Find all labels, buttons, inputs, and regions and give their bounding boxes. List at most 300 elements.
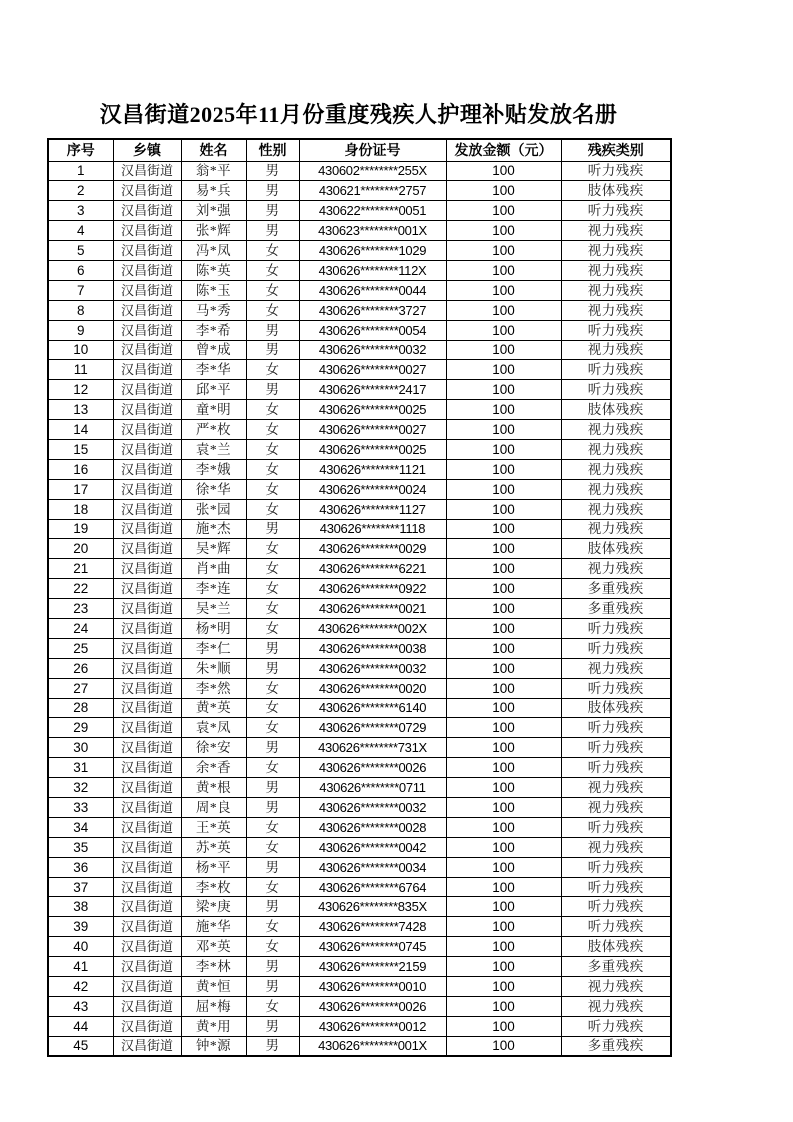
cell-township: 汉昌街道 bbox=[113, 698, 181, 718]
cell-amount: 100 bbox=[446, 161, 561, 181]
cell-disability-type: 视力残疾 bbox=[561, 778, 671, 798]
cell-township: 汉昌街道 bbox=[113, 618, 181, 638]
cell-name: 李*连 bbox=[181, 579, 246, 599]
cell-gender: 男 bbox=[246, 778, 299, 798]
cell-index: 28 bbox=[48, 698, 113, 718]
cell-township: 汉昌街道 bbox=[113, 599, 181, 619]
cell-name: 袁*凤 bbox=[181, 718, 246, 738]
cell-gender: 女 bbox=[246, 817, 299, 837]
cell-id-number: 430626********0054 bbox=[299, 320, 446, 340]
table-row bbox=[48, 718, 671, 738]
cell-amount: 100 bbox=[446, 519, 561, 539]
cell-disability-type: 视力残疾 bbox=[561, 241, 671, 261]
cell-name: 杨*平 bbox=[181, 857, 246, 877]
cell-amount: 100 bbox=[446, 718, 561, 738]
cell-amount: 100 bbox=[446, 599, 561, 619]
cell-disability-type: 视力残疾 bbox=[561, 479, 671, 499]
cell-amount: 100 bbox=[446, 877, 561, 897]
cell-index: 16 bbox=[48, 459, 113, 479]
cell-disability-type: 肢体残疾 bbox=[561, 181, 671, 201]
cell-gender: 女 bbox=[246, 937, 299, 957]
cell-id-number: 430626********002X bbox=[299, 618, 446, 638]
cell-index: 21 bbox=[48, 559, 113, 579]
cell-amount: 100 bbox=[446, 857, 561, 877]
table-row bbox=[48, 459, 671, 479]
table-row bbox=[48, 499, 671, 519]
table-row bbox=[48, 539, 671, 559]
cell-name: 苏*英 bbox=[181, 837, 246, 857]
cell-disability-type: 听力残疾 bbox=[561, 877, 671, 897]
cell-index: 12 bbox=[48, 380, 113, 400]
table-row bbox=[48, 360, 671, 380]
cell-disability-type: 听力残疾 bbox=[561, 817, 671, 837]
cell-amount: 100 bbox=[446, 738, 561, 758]
cell-gender: 男 bbox=[246, 1016, 299, 1036]
cell-disability-type: 听力残疾 bbox=[561, 360, 671, 380]
cell-disability-type: 肢体残疾 bbox=[561, 698, 671, 718]
cell-township: 汉昌街道 bbox=[113, 161, 181, 181]
cell-gender: 女 bbox=[246, 459, 299, 479]
cell-amount: 100 bbox=[446, 280, 561, 300]
cell-gender: 女 bbox=[246, 996, 299, 1016]
cell-amount: 100 bbox=[446, 996, 561, 1016]
column-header-disability-type: 残疾类别 bbox=[561, 139, 671, 161]
cell-id-number: 430626********0745 bbox=[299, 937, 446, 957]
cell-name: 李*然 bbox=[181, 678, 246, 698]
cell-disability-type: 视力残疾 bbox=[561, 459, 671, 479]
cell-index: 43 bbox=[48, 996, 113, 1016]
cell-gender: 女 bbox=[246, 758, 299, 778]
cell-amount: 100 bbox=[446, 260, 561, 280]
cell-township: 汉昌街道 bbox=[113, 857, 181, 877]
table-row bbox=[48, 559, 671, 579]
cell-amount: 100 bbox=[446, 658, 561, 678]
cell-township: 汉昌街道 bbox=[113, 380, 181, 400]
cell-township: 汉昌街道 bbox=[113, 638, 181, 658]
cell-gender: 男 bbox=[246, 181, 299, 201]
cell-name: 施*杰 bbox=[181, 519, 246, 539]
cell-amount: 100 bbox=[446, 320, 561, 340]
cell-name: 翁*平 bbox=[181, 161, 246, 181]
cell-township: 汉昌街道 bbox=[113, 539, 181, 559]
cell-name: 李*枚 bbox=[181, 877, 246, 897]
cell-amount: 100 bbox=[446, 618, 561, 638]
cell-amount: 100 bbox=[446, 957, 561, 977]
table-row bbox=[48, 937, 671, 957]
cell-id-number: 430626********0024 bbox=[299, 479, 446, 499]
cell-disability-type: 听力残疾 bbox=[561, 380, 671, 400]
cell-amount: 100 bbox=[446, 1036, 561, 1056]
cell-id-number: 430626********6764 bbox=[299, 877, 446, 897]
table-row bbox=[48, 658, 671, 678]
cell-name: 易*兵 bbox=[181, 181, 246, 201]
cell-disability-type: 听力残疾 bbox=[561, 678, 671, 698]
cell-name: 袁*兰 bbox=[181, 439, 246, 459]
cell-index: 38 bbox=[48, 897, 113, 917]
cell-gender: 女 bbox=[246, 260, 299, 280]
cell-gender: 女 bbox=[246, 539, 299, 559]
table-row bbox=[48, 439, 671, 459]
cell-name: 肖*曲 bbox=[181, 559, 246, 579]
cell-disability-type: 听力残疾 bbox=[561, 758, 671, 778]
cell-index: 40 bbox=[48, 937, 113, 957]
cell-township: 汉昌街道 bbox=[113, 519, 181, 539]
cell-amount: 100 bbox=[446, 977, 561, 997]
table-row bbox=[48, 1016, 671, 1036]
cell-disability-type: 听力残疾 bbox=[561, 738, 671, 758]
cell-amount: 100 bbox=[446, 400, 561, 420]
cell-id-number: 430626********1029 bbox=[299, 241, 446, 261]
table-row bbox=[48, 380, 671, 400]
cell-amount: 100 bbox=[446, 201, 561, 221]
cell-disability-type: 听力残疾 bbox=[561, 618, 671, 638]
cell-index: 10 bbox=[48, 340, 113, 360]
cell-name: 徐*安 bbox=[181, 738, 246, 758]
cell-disability-type: 视力残疾 bbox=[561, 499, 671, 519]
table-row bbox=[48, 280, 671, 300]
cell-township: 汉昌街道 bbox=[113, 798, 181, 818]
cell-disability-type: 视力残疾 bbox=[561, 420, 671, 440]
cell-disability-type: 视力残疾 bbox=[561, 996, 671, 1016]
table-row bbox=[48, 738, 671, 758]
cell-gender: 男 bbox=[246, 320, 299, 340]
cell-gender: 女 bbox=[246, 678, 299, 698]
cell-name: 曾*成 bbox=[181, 340, 246, 360]
cell-id-number: 430623********001X bbox=[299, 221, 446, 241]
cell-id-number: 430626********2417 bbox=[299, 380, 446, 400]
cell-index: 31 bbox=[48, 758, 113, 778]
cell-township: 汉昌街道 bbox=[113, 340, 181, 360]
cell-gender: 男 bbox=[246, 519, 299, 539]
roster-table bbox=[47, 138, 672, 1057]
cell-amount: 100 bbox=[446, 579, 561, 599]
roster-table-head bbox=[48, 139, 671, 161]
cell-township: 汉昌街道 bbox=[113, 957, 181, 977]
cell-index: 5 bbox=[48, 241, 113, 261]
table-row bbox=[48, 260, 671, 280]
cell-index: 25 bbox=[48, 638, 113, 658]
cell-gender: 女 bbox=[246, 698, 299, 718]
cell-amount: 100 bbox=[446, 798, 561, 818]
cell-index: 45 bbox=[48, 1036, 113, 1056]
cell-township: 汉昌街道 bbox=[113, 360, 181, 380]
cell-index: 42 bbox=[48, 977, 113, 997]
cell-township: 汉昌街道 bbox=[113, 579, 181, 599]
cell-disability-type: 听力残疾 bbox=[561, 917, 671, 937]
cell-id-number: 430626********1118 bbox=[299, 519, 446, 539]
table-row bbox=[48, 678, 671, 698]
cell-amount: 100 bbox=[446, 300, 561, 320]
cell-township: 汉昌街道 bbox=[113, 877, 181, 897]
cell-name: 钟*源 bbox=[181, 1036, 246, 1056]
cell-disability-type: 肢体残疾 bbox=[561, 539, 671, 559]
cell-name: 李*林 bbox=[181, 957, 246, 977]
cell-index: 39 bbox=[48, 917, 113, 937]
cell-gender: 女 bbox=[246, 499, 299, 519]
cell-township: 汉昌街道 bbox=[113, 778, 181, 798]
cell-index: 8 bbox=[48, 300, 113, 320]
cell-township: 汉昌街道 bbox=[113, 1016, 181, 1036]
cell-name: 李*娥 bbox=[181, 459, 246, 479]
cell-gender: 女 bbox=[246, 718, 299, 738]
cell-township: 汉昌街道 bbox=[113, 996, 181, 1016]
cell-township: 汉昌街道 bbox=[113, 837, 181, 857]
cell-id-number: 430626********0729 bbox=[299, 718, 446, 738]
cell-name: 严*枚 bbox=[181, 420, 246, 440]
cell-name: 黄*英 bbox=[181, 698, 246, 718]
document-title: 汉昌街道2025年11月份重度残疾人护理补贴发放名册 bbox=[99, 102, 618, 127]
table-row bbox=[48, 201, 671, 221]
cell-disability-type: 肢体残疾 bbox=[561, 400, 671, 420]
cell-township: 汉昌街道 bbox=[113, 300, 181, 320]
cell-id-number: 430622********0051 bbox=[299, 201, 446, 221]
cell-gender: 男 bbox=[246, 340, 299, 360]
cell-name: 陈*玉 bbox=[181, 280, 246, 300]
cell-township: 汉昌街道 bbox=[113, 658, 181, 678]
cell-id-number: 430626********0025 bbox=[299, 400, 446, 420]
cell-id-number: 430626********0032 bbox=[299, 340, 446, 360]
cell-disability-type: 肢体残疾 bbox=[561, 937, 671, 957]
cell-id-number: 430626********6221 bbox=[299, 559, 446, 579]
cell-township: 汉昌街道 bbox=[113, 917, 181, 937]
cell-id-number: 430626********0012 bbox=[299, 1016, 446, 1036]
cell-name: 刘*强 bbox=[181, 201, 246, 221]
cell-amount: 100 bbox=[446, 340, 561, 360]
cell-index: 23 bbox=[48, 599, 113, 619]
cell-id-number: 430626********0044 bbox=[299, 280, 446, 300]
cell-gender: 男 bbox=[246, 658, 299, 678]
cell-disability-type: 听力残疾 bbox=[561, 161, 671, 181]
table-row bbox=[48, 957, 671, 977]
cell-name: 黄*根 bbox=[181, 778, 246, 798]
table-row bbox=[48, 996, 671, 1016]
cell-name: 李*华 bbox=[181, 360, 246, 380]
cell-gender: 女 bbox=[246, 877, 299, 897]
cell-name: 屈*梅 bbox=[181, 996, 246, 1016]
cell-index: 18 bbox=[48, 499, 113, 519]
cell-township: 汉昌街道 bbox=[113, 977, 181, 997]
cell-disability-type: 视力残疾 bbox=[561, 280, 671, 300]
cell-index: 29 bbox=[48, 718, 113, 738]
cell-id-number: 430626********0042 bbox=[299, 837, 446, 857]
cell-id-number: 430626********2159 bbox=[299, 957, 446, 977]
cell-disability-type: 听力残疾 bbox=[561, 638, 671, 658]
header-row bbox=[48, 139, 671, 161]
cell-disability-type: 视力残疾 bbox=[561, 519, 671, 539]
cell-amount: 100 bbox=[446, 778, 561, 798]
column-header-gender: 性别 bbox=[246, 139, 299, 161]
cell-name: 施*华 bbox=[181, 917, 246, 937]
cell-amount: 100 bbox=[446, 539, 561, 559]
cell-index: 9 bbox=[48, 320, 113, 340]
cell-id-number: 430626********0026 bbox=[299, 758, 446, 778]
cell-id-number: 430626********001X bbox=[299, 1036, 446, 1056]
cell-township: 汉昌街道 bbox=[113, 897, 181, 917]
column-header-id-number: 身份证号 bbox=[299, 139, 446, 161]
cell-township: 汉昌街道 bbox=[113, 1036, 181, 1056]
cell-disability-type: 视力残疾 bbox=[561, 798, 671, 818]
cell-id-number: 430626********6140 bbox=[299, 698, 446, 718]
cell-amount: 100 bbox=[446, 221, 561, 241]
cell-id-number: 430626********0711 bbox=[299, 778, 446, 798]
table-row bbox=[48, 340, 671, 360]
table-row bbox=[48, 857, 671, 877]
cell-township: 汉昌街道 bbox=[113, 738, 181, 758]
cell-disability-type: 视力残疾 bbox=[561, 559, 671, 579]
cell-township: 汉昌街道 bbox=[113, 400, 181, 420]
cell-name: 李*希 bbox=[181, 320, 246, 340]
cell-index: 1 bbox=[48, 161, 113, 181]
cell-name: 王*英 bbox=[181, 817, 246, 837]
cell-amount: 100 bbox=[446, 937, 561, 957]
cell-gender: 男 bbox=[246, 161, 299, 181]
cell-name: 黄*用 bbox=[181, 1016, 246, 1036]
cell-township: 汉昌街道 bbox=[113, 758, 181, 778]
cell-index: 34 bbox=[48, 817, 113, 837]
cell-index: 19 bbox=[48, 519, 113, 539]
cell-index: 41 bbox=[48, 957, 113, 977]
table-row bbox=[48, 599, 671, 619]
cell-township: 汉昌街道 bbox=[113, 241, 181, 261]
column-header-township: 乡镇 bbox=[113, 139, 181, 161]
cell-id-number: 430626********0029 bbox=[299, 539, 446, 559]
table-row bbox=[48, 618, 671, 638]
cell-township: 汉昌街道 bbox=[113, 280, 181, 300]
cell-name: 童*明 bbox=[181, 400, 246, 420]
table-row bbox=[48, 817, 671, 837]
table-row bbox=[48, 519, 671, 539]
cell-disability-type: 多重残疾 bbox=[561, 957, 671, 977]
column-header-name: 姓名 bbox=[181, 139, 246, 161]
table-row bbox=[48, 638, 671, 658]
cell-id-number: 430626********112X bbox=[299, 260, 446, 280]
cell-id-number: 430626********0034 bbox=[299, 857, 446, 877]
cell-disability-type: 听力残疾 bbox=[561, 897, 671, 917]
cell-amount: 100 bbox=[446, 439, 561, 459]
cell-name: 张*园 bbox=[181, 499, 246, 519]
cell-gender: 女 bbox=[246, 559, 299, 579]
table-row bbox=[48, 479, 671, 499]
cell-gender: 男 bbox=[246, 957, 299, 977]
cell-township: 汉昌街道 bbox=[113, 479, 181, 499]
cell-amount: 100 bbox=[446, 678, 561, 698]
table-row bbox=[48, 320, 671, 340]
cell-gender: 女 bbox=[246, 400, 299, 420]
cell-id-number: 430626********7428 bbox=[299, 917, 446, 937]
cell-gender: 女 bbox=[246, 439, 299, 459]
cell-gender: 女 bbox=[246, 360, 299, 380]
cell-gender: 女 bbox=[246, 479, 299, 499]
cell-township: 汉昌街道 bbox=[113, 221, 181, 241]
cell-amount: 100 bbox=[446, 698, 561, 718]
cell-disability-type: 视力残疾 bbox=[561, 300, 671, 320]
column-header-amount: 发放金额（元） bbox=[446, 139, 561, 161]
cell-index: 3 bbox=[48, 201, 113, 221]
cell-name: 吴*兰 bbox=[181, 599, 246, 619]
table-row bbox=[48, 877, 671, 897]
cell-id-number: 430626********0028 bbox=[299, 817, 446, 837]
cell-amount: 100 bbox=[446, 499, 561, 519]
cell-id-number: 430626********835X bbox=[299, 897, 446, 917]
cell-gender: 女 bbox=[246, 599, 299, 619]
cell-disability-type: 听力残疾 bbox=[561, 201, 671, 221]
cell-amount: 100 bbox=[446, 559, 561, 579]
cell-amount: 100 bbox=[446, 360, 561, 380]
cell-gender: 女 bbox=[246, 420, 299, 440]
table-row bbox=[48, 698, 671, 718]
cell-id-number: 430626********731X bbox=[299, 738, 446, 758]
cell-township: 汉昌街道 bbox=[113, 201, 181, 221]
cell-index: 32 bbox=[48, 778, 113, 798]
cell-index: 24 bbox=[48, 618, 113, 638]
cell-name: 邱*平 bbox=[181, 380, 246, 400]
cell-gender: 女 bbox=[246, 300, 299, 320]
cell-disability-type: 听力残疾 bbox=[561, 718, 671, 738]
cell-index: 14 bbox=[48, 420, 113, 440]
cell-id-number: 430626********1121 bbox=[299, 459, 446, 479]
cell-id-number: 430626********0026 bbox=[299, 996, 446, 1016]
roster-table-body bbox=[48, 161, 671, 1056]
cell-gender: 女 bbox=[246, 917, 299, 937]
cell-index: 37 bbox=[48, 877, 113, 897]
cell-gender: 女 bbox=[246, 618, 299, 638]
cell-disability-type: 视力残疾 bbox=[561, 221, 671, 241]
cell-index: 33 bbox=[48, 798, 113, 818]
cell-gender: 男 bbox=[246, 638, 299, 658]
cell-name: 吴*辉 bbox=[181, 539, 246, 559]
cell-name: 杨*明 bbox=[181, 618, 246, 638]
cell-id-number: 430602********255X bbox=[299, 161, 446, 181]
cell-township: 汉昌街道 bbox=[113, 937, 181, 957]
cell-id-number: 430626********0020 bbox=[299, 678, 446, 698]
table-row bbox=[48, 778, 671, 798]
cell-name: 马*秀 bbox=[181, 300, 246, 320]
cell-disability-type: 视力残疾 bbox=[561, 658, 671, 678]
cell-index: 20 bbox=[48, 539, 113, 559]
cell-id-number: 430626********3727 bbox=[299, 300, 446, 320]
cell-amount: 100 bbox=[446, 817, 561, 837]
cell-gender: 女 bbox=[246, 579, 299, 599]
cell-id-number: 430626********0032 bbox=[299, 798, 446, 818]
cell-index: 36 bbox=[48, 857, 113, 877]
cell-gender: 男 bbox=[246, 201, 299, 221]
cell-disability-type: 听力残疾 bbox=[561, 320, 671, 340]
cell-township: 汉昌街道 bbox=[113, 559, 181, 579]
table-row bbox=[48, 917, 671, 937]
table-row bbox=[48, 837, 671, 857]
cell-id-number: 430626********0032 bbox=[299, 658, 446, 678]
cell-index: 7 bbox=[48, 280, 113, 300]
cell-disability-type: 多重残疾 bbox=[561, 1036, 671, 1056]
cell-id-number: 430626********0922 bbox=[299, 579, 446, 599]
cell-index: 15 bbox=[48, 439, 113, 459]
cell-name: 徐*华 bbox=[181, 479, 246, 499]
cell-name: 黄*恒 bbox=[181, 977, 246, 997]
cell-amount: 100 bbox=[446, 758, 561, 778]
table-row bbox=[48, 897, 671, 917]
cell-gender: 男 bbox=[246, 857, 299, 877]
cell-index: 13 bbox=[48, 400, 113, 420]
table-row bbox=[48, 977, 671, 997]
cell-name: 张*辉 bbox=[181, 221, 246, 241]
table-row bbox=[48, 300, 671, 320]
cell-disability-type: 视力残疾 bbox=[561, 977, 671, 997]
cell-index: 27 bbox=[48, 678, 113, 698]
cell-name: 陈*英 bbox=[181, 260, 246, 280]
cell-disability-type: 视力残疾 bbox=[561, 340, 671, 360]
cell-id-number: 430626********0025 bbox=[299, 439, 446, 459]
cell-id-number: 430621********2757 bbox=[299, 181, 446, 201]
